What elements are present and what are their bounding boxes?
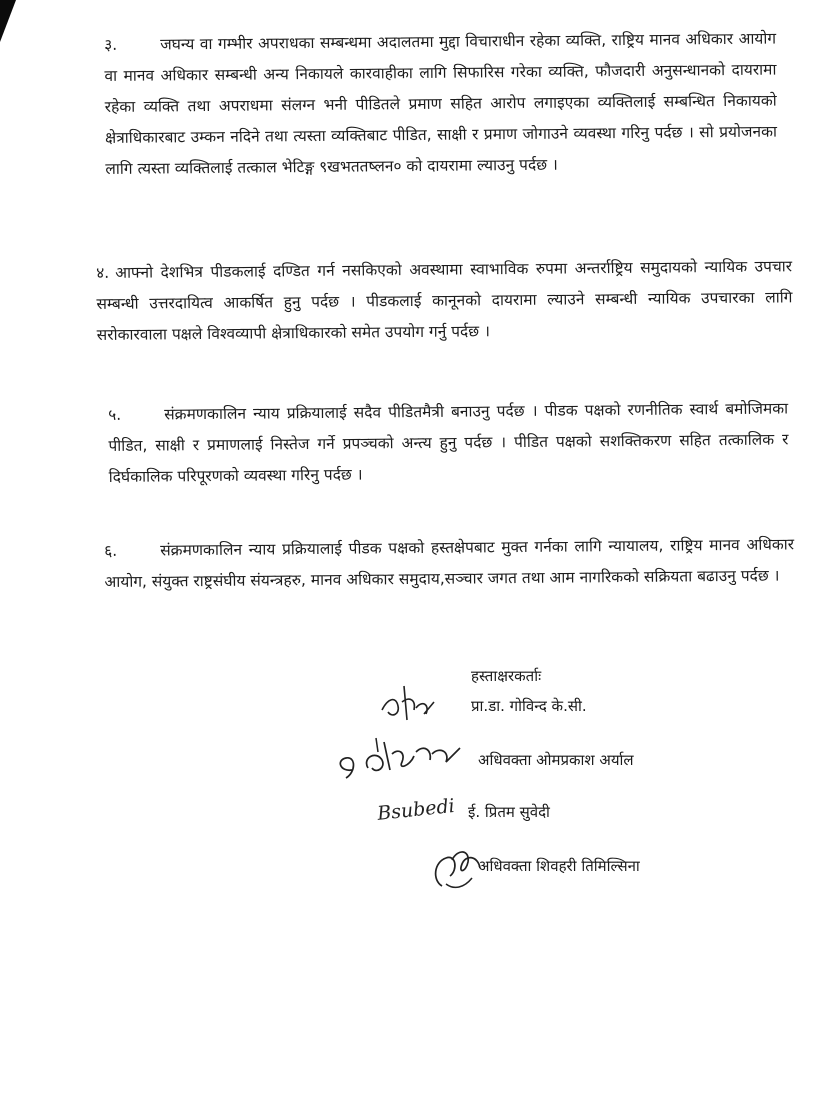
signature-4-icon <box>428 840 488 900</box>
paragraph-3 <box>104 24 777 185</box>
signatory-name: ई. प्रितम सुवेदी <box>468 803 550 821</box>
paragraph-4 <box>96 251 793 351</box>
signatory-name: अधिवक्ता शिवहरी तिमिल्सिना <box>478 857 640 875</box>
signature-2-icon <box>332 730 472 790</box>
paragraph-6 <box>104 529 795 598</box>
paragraph-text: संक्रमणकालिन न्याय प्रक्रियालाई सदैव पीडितमैत्री बनाउनु पर्दछ । पीडक पक्षको रणनीतिक स्वार्थ बमोजिमका पीडित, साक्षी र प्रमाणलाई निस्तेज गर्ने प्रपञ्चको अन्त्य हुनु पर्दछ । पीडित पक्षको सशक्तिकरण सहित तत्कालिक र दिर्घकालिक परिपूरणको व्यवस्था गरिनु पर्दछ । <box>108 399 789 486</box>
paragraph-number: ३. <box>104 35 118 54</box>
paragraph-text: संक्रमणकालिन न्याय प्रक्रियालाई पीडक पक्षको हस्तक्षेपबाट मुक्त गर्नका लागि न्यायालय, राष्ट्रिय मानव अधिकार आयोग, संयुक्त राष्ट्रसंघीय संयन्त्रहरु, मानव अधिकार समुदाय,सञ्चार जगत तथा आम नागरिकको सक्रियता बढाउनु पर्दछ । <box>104 535 795 591</box>
signature-3-icon <box>375 788 465 828</box>
signatory-name: प्रा.डा. गोविन्द के.सी. <box>471 697 587 715</box>
paragraph-5 <box>108 393 789 493</box>
signature-1-icon <box>374 680 444 730</box>
signature-3-mark: Bsubedi <box>376 794 456 825</box>
signatories-label: हस्ताक्षरकर्ताः <box>471 667 542 685</box>
scan-corner-shadow <box>0 0 16 42</box>
paragraph-number: ६. <box>104 541 118 560</box>
paragraph-number: ४. <box>96 263 110 282</box>
paragraph-text: आफ्नो देशभित्र पीडकलाई दण्डित गर्न नसकिएको अवस्थामा स्वाभाविक रुपमा अन्तर्राष्ट्रिय समुदायको न्यायिक उपचार सम्बन्धी उत्तरदायित्व आकर्षित हुनु पर्दछ । पीडकलाई कानूनको दायरामा ल्याउने सम्बन्धी न्यायिक उपचारका लागि सरोकारवाला पक्षले विश्वव्यापी क्षेत्राधिकारको समेत उपयोग गर्नु पर्दछ । <box>96 257 793 344</box>
signatory-name: अधिवक्ता ओमप्रकाश अर्याल <box>478 751 634 769</box>
paragraph-number: ५. <box>108 405 122 424</box>
paragraph-text: जघन्य वा गम्भीर अपराधका सम्बन्धमा अदालतमा मुद्दा विचाराधीन रहेका व्यक्ति, राष्ट्रिय मानव अधिकार आयोग वा मानव अधिकार सम्बन्धी अन्य निकायले कारवाहीका लागि सिफारिस गरेका व्यक्ति, फौजदारी अनुसन्धानको दायरामा रहेका व्यक्ति तथा अपराधमा संलग्न भनी पीडितले प्रमाण सहित आरोप लगाइएका व्यक्तिलाई सम्बन्धित निकायको क्षेत्राधिकारबाट उम्कन नदिने तथा त्यस्ता व्यक्तिबाट पीडित, साक्षी र प्रमाण जोगाउने व्यवस्था गरिनु पर्दछ । सो प्रयोजनका लागि त्यस्ता व्यक्तिलाई तत्काल भेटिङ्ग ९खभततष्लन० को दायरामा ल्याउनु पर्दछ । <box>104 29 778 178</box>
